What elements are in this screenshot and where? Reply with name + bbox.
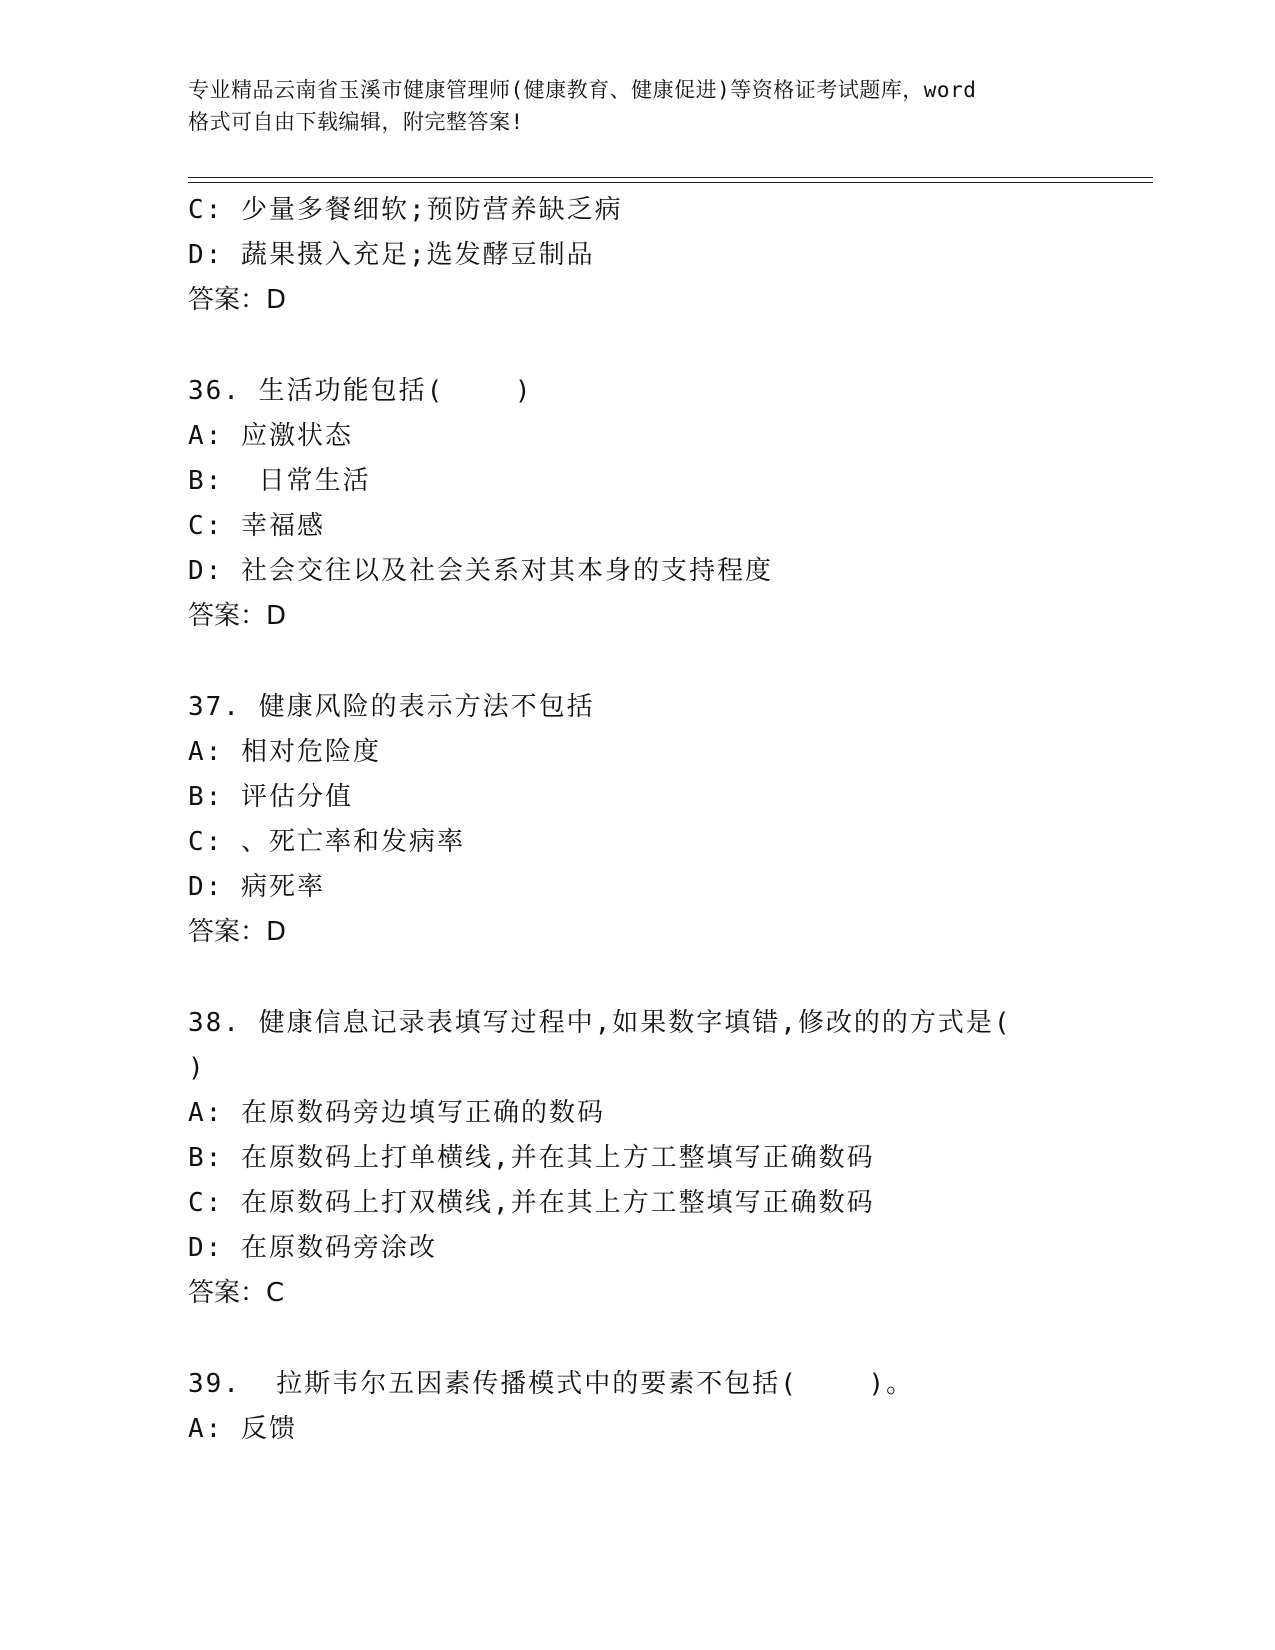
- option-c: C: 在原数码上打双横线,并在其上方工整填写正确数码: [188, 1188, 875, 1218]
- question-text: 39. 拉斯韦尔五因素传播模式中的要素不包括( )。: [188, 1369, 915, 1399]
- header-divider-top: [188, 177, 1153, 178]
- option-d: D: 社会交往以及社会关系对其本身的支持程度: [188, 556, 773, 586]
- option-d: D: 蔬果摄入充足;选发酵豆制品: [188, 240, 595, 270]
- answer-line: 答案：D: [188, 601, 287, 631]
- option-c: C: 幸福感: [188, 511, 325, 541]
- header-line-2: 格式可自由下载编辑，附完整答案!: [188, 110, 524, 134]
- option-a: A: 在原数码旁边填写正确的数码: [188, 1098, 605, 1128]
- option-b: B: 在原数码上打单横线,并在其上方工整填写正确数码: [188, 1143, 875, 1173]
- answer-line: 答案：C: [188, 1278, 285, 1308]
- header-divider-bottom: [188, 182, 1153, 183]
- header-line-1: 专业精品云南省玉溪市健康管理师(健康教育、健康促进)等资格证考试题库，word: [188, 78, 977, 102]
- option-b: B: 评估分值: [188, 782, 353, 812]
- option-a: A: 反馈: [188, 1414, 297, 1444]
- question-block-37: [188, 685, 1088, 955]
- question-text-line-1: 38. 健康信息记录表填写过程中,如果数字填错,修改的的方式是(: [188, 1008, 1012, 1038]
- question-block-38: [188, 1001, 1088, 1316]
- spacer: [188, 955, 1088, 1001]
- answer-line: 答案：D: [188, 917, 287, 947]
- question-block-39: [188, 1362, 1088, 1452]
- document-header: [188, 74, 1098, 138]
- option-c: C: 少量多餐细软;预防营养缺乏病: [188, 195, 623, 225]
- question-block-36: [188, 369, 1088, 639]
- question-block-35: [188, 188, 1088, 323]
- question-text: 36. 生活功能包括( ): [188, 376, 533, 406]
- option-a: A: 应激状态: [188, 421, 353, 451]
- option-c: C: 、死亡率和发病率: [188, 827, 465, 857]
- option-a: A: 相对危险度: [188, 737, 381, 767]
- spacer: [188, 323, 1088, 369]
- question-text: 37. 健康风险的表示方法不包括: [188, 692, 595, 722]
- option-d: D: 病死率: [188, 872, 325, 902]
- option-d: D: 在原数码旁涂改: [188, 1233, 437, 1263]
- option-b: B: 日常生活: [188, 466, 371, 496]
- spacer: [188, 1316, 1088, 1362]
- spacer: [188, 639, 1088, 685]
- question-list: [188, 188, 1088, 1452]
- answer-line: 答案：D: [188, 285, 287, 315]
- question-text-line-2: ): [188, 1053, 206, 1083]
